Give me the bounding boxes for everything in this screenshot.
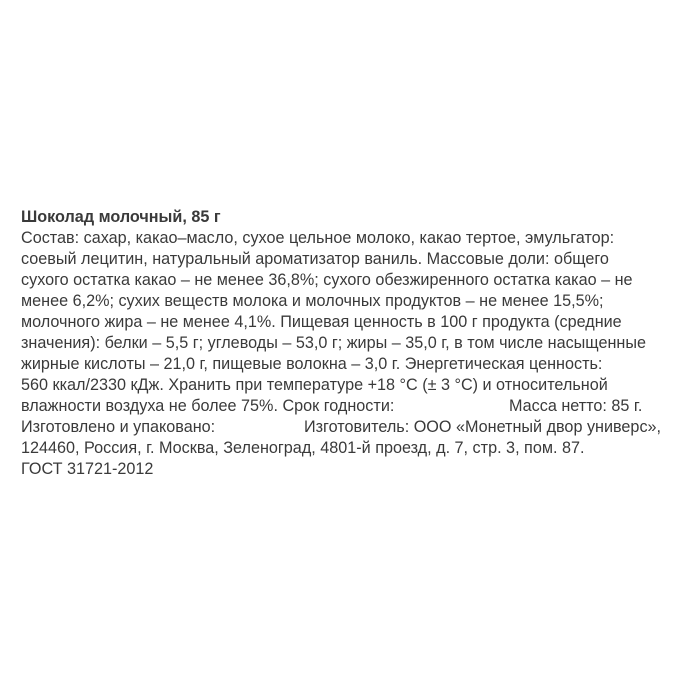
composition-line-2: соевый лецитин, натуральный ароматизатор ваниль. Массовые доли: общего	[21, 250, 609, 268]
nutrition-line-2: жирные кислоты – 21,0 г, пищевые волокна – 3,0 г. Энергетическая ценность:	[21, 355, 603, 373]
net-weight-text: Масса нетто: 85 г.	[509, 397, 643, 415]
manufacturer-line	[21, 417, 681, 438]
composition-line-3: сухого остатка какао – не менее 36,8%; сухого обезжиренного остатка какао – не	[21, 271, 633, 289]
composition-line-5: молочного жира – не менее 4,1%. Пищевая ценность в 100 г продукта (средние	[21, 313, 622, 331]
composition-line-4: менее 6,2%; сухих веществ молока и молочных продуктов – не менее 15,5%;	[21, 292, 604, 310]
nutrition-line-1: значения): белки – 5,5 г; углеводы – 53,0 г; жиры – 35,0 г, в том числе насыщенные	[21, 334, 646, 352]
manufactured-packed-text: Изготовлено и упаковано:	[21, 418, 216, 436]
composition-line-1: Состав: сахар, какао–масло, сухое цельное молоко, какао тертое, эмульгатор:	[21, 229, 615, 247]
product-label-text	[21, 207, 681, 480]
shelf-life-text: влажности воздуха не более 75%. Срок годности:	[21, 397, 395, 415]
storage-line: 560 ккал/2330 кДж. Хранить при температуре +18 °С (± 3 °С) и относительной	[21, 376, 608, 394]
manufacturer-address: 124460, Россия, г. Москва, Зеленоград, 4801-й проезд, д. 7, стр. 3, пом. 87.	[21, 439, 585, 457]
standard-code: ГОСТ 31721-2012	[21, 460, 154, 478]
product-title: Шоколад молочный, 85 г	[21, 208, 221, 226]
manufacturer-text: Изготовитель: ООО «Монетный двор универс»,	[304, 418, 662, 436]
shelf-life-and-weight-line	[21, 396, 681, 417]
